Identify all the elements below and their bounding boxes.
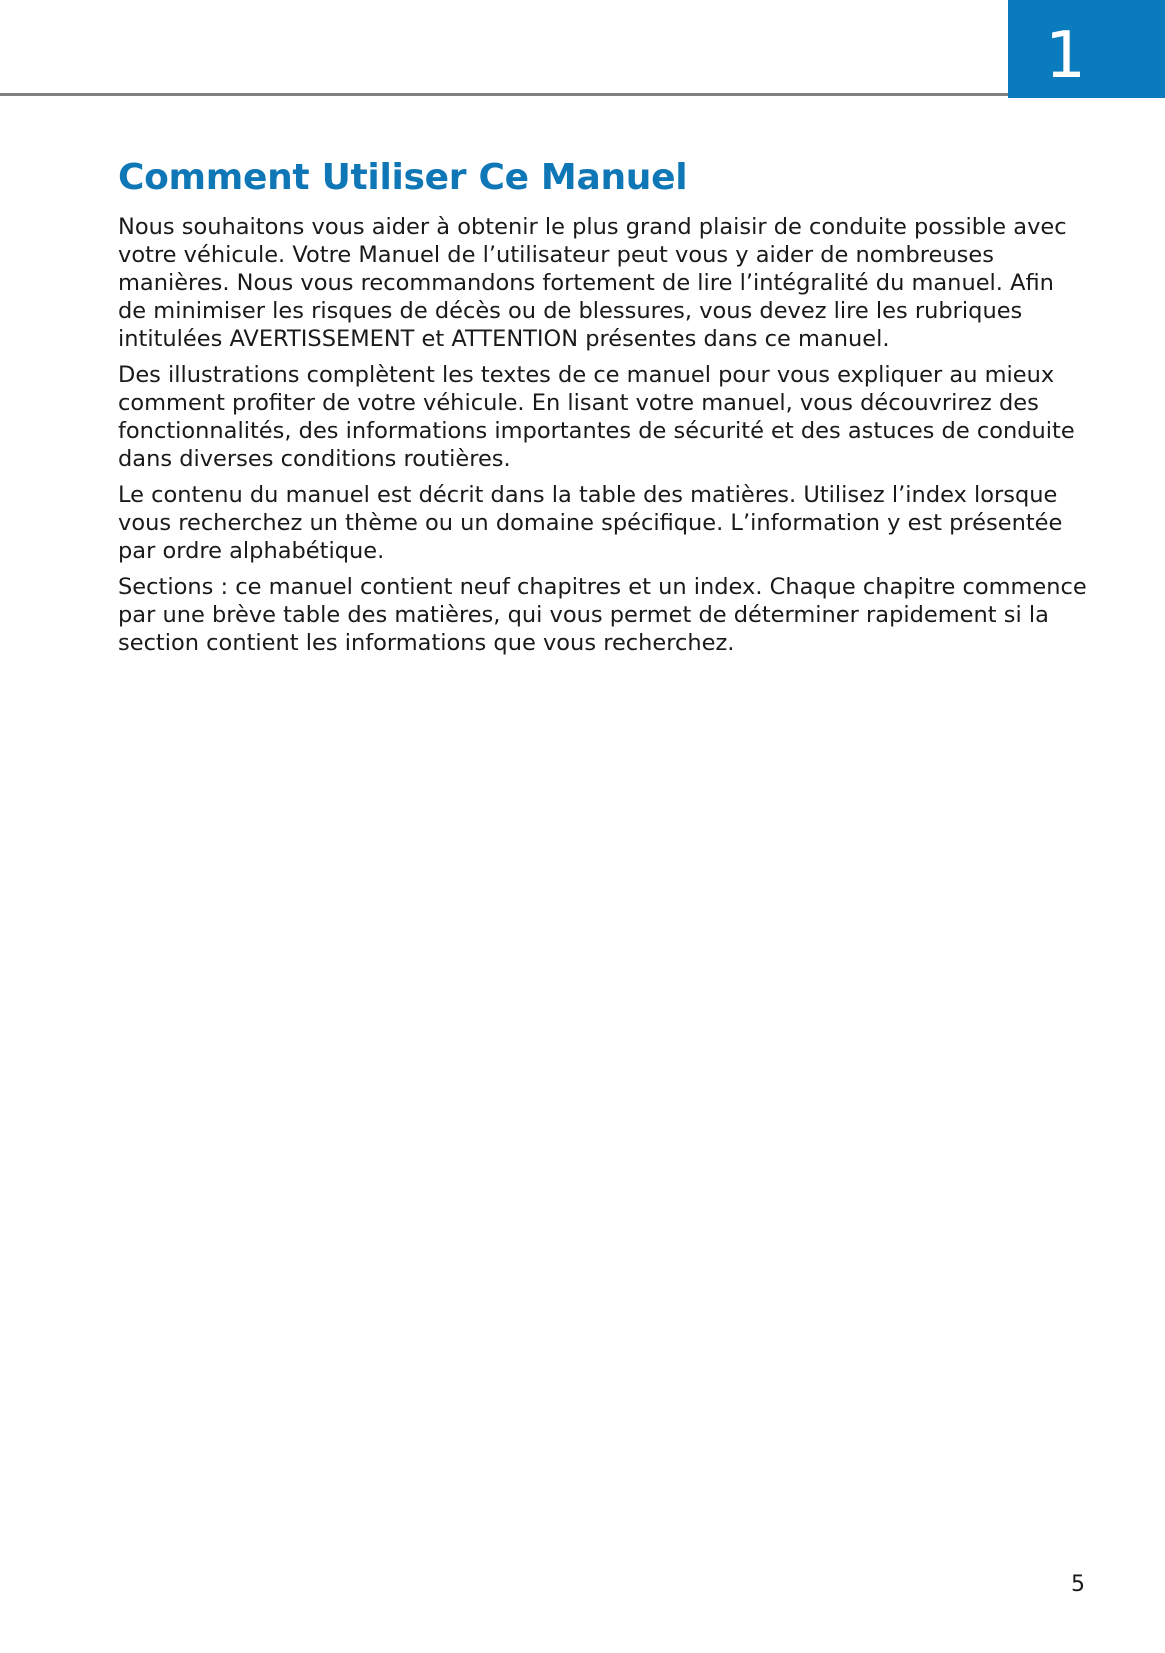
paragraph-contents: Le contenu du manuel est décrit dans la table des matières. Utilisez l’index lorsque vous recherchez un thème ou un domaine spécifique. L’information y est présentée par ordre alphabétique.: [118, 482, 1063, 565]
chapter-tab: [1008, 0, 1165, 98]
page-content: [118, 156, 1088, 665]
chapter-number: 1: [1045, 19, 1086, 93]
header-rule: [0, 93, 1010, 96]
paragraph-intro: Nous souhaitons vous aider à obtenir le plus grand plaisir de conduite possible avec votre véhicule. Votre Manuel de l’utilisateur peut vous y aider de nombreuses manières. Nous vous recommandons fortement de lire l’intégralité du manuel. Afin de minimiser les risques de décès ou de blessures, vous devez lire les rubriques intitulées AVERTISSEMENT et ATTENTION présentes dans ce manuel.: [118, 214, 1067, 353]
paragraph-illustrations: Des illustrations complètent les textes de ce manuel pour vous expliquer au mieux comment profiter de votre véhicule. En lisant votre manuel, vous découvrirez des fonctionnalités, des informations importantes de sécurité et des astuces de conduite dans diverses conditions routières.: [118, 362, 1075, 473]
page-number: 5: [1071, 1572, 1085, 1597]
page-title: Comment Utiliser Ce Manuel: [118, 157, 688, 198]
paragraph-sections: Sections : ce manuel contient neuf chapitres et un index. Chaque chapitre commence par une brève table des matières, qui vous permet de déterminer rapidement si la section contient les informations que vous recherchez.: [118, 574, 1087, 657]
